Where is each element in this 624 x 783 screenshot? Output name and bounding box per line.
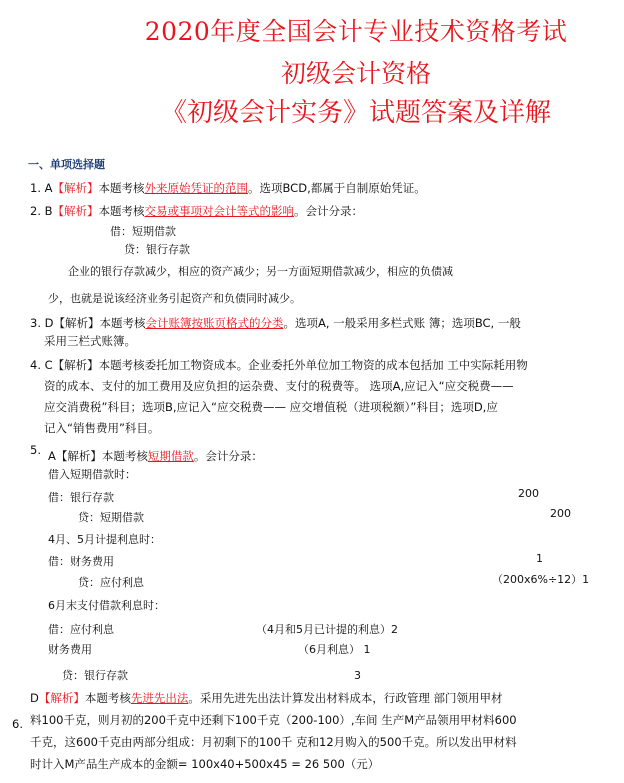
q6-topic: 先进先出法	[130, 691, 189, 705]
q2-explanation-line2: 少，也就是说该经济业务引起资产和负债同时减少。	[48, 292, 301, 305]
q1-rest: 。选项BCD,都属于自制原始凭证。	[248, 181, 426, 195]
q2-topic: 交易或事项对会计等式的影响	[144, 204, 295, 218]
q3-rest: 。选项A, 一般采用多栏式账 簿；选项BC, 一般	[283, 316, 521, 330]
q5-rest: 。会计分录：	[193, 449, 263, 463]
question-2	[30, 201, 363, 221]
q2-number-answer: 2. B	[30, 204, 53, 218]
q5-debit1-amount: 200	[518, 487, 539, 500]
question-5	[48, 446, 263, 466]
q5-debit1: 借：银行存款	[48, 491, 114, 504]
q5-topic: 短期借款	[147, 449, 194, 463]
q4-line1: 4. C【解析】本题考核委托加工物资成本。企业委托外单位加工物资的成本包括加 工中实际耗用物	[30, 358, 528, 372]
q5-debit2-amount: 1	[536, 552, 543, 565]
q5-heading-borrow: 借入短期借款时：	[48, 468, 136, 481]
q4-line3: 应交消费税”科目；选项B,应记入“应交税费—— 应交增值税（进项税额）”科目；选项D,应	[44, 400, 498, 414]
q2-lead: 本题考核	[98, 204, 145, 218]
question-3	[30, 313, 521, 333]
q5-credit1: 贷：短期借款	[78, 511, 144, 524]
q5-heading-accrue: 4月、5月计提利息时：	[48, 533, 161, 546]
q5-credit3-amount: 3	[354, 669, 361, 682]
question-1	[30, 178, 426, 198]
q5-credit1-amount: 200	[550, 507, 571, 520]
q5-credit3: 贷：银行存款	[62, 669, 128, 682]
q2-rest: 。会计分录：	[294, 204, 364, 218]
q6-line2: 料100千克，则月初的200千克中还剩下100千克（200-100）,车间 生产M产品领用甲材料600	[30, 713, 517, 727]
q6-rest: 。采用先进先出法计算发出材料成本，行政管理 部门领用甲材	[188, 691, 503, 705]
q2-credit-entry: 贷：银行存款	[124, 243, 190, 256]
q5-debit4-amount: （6月利息） 1	[298, 643, 371, 656]
q6-answer: D	[30, 691, 39, 705]
q5-heading-pay: 6月末支付借款利息时：	[48, 599, 165, 612]
document-title-line3: 《初级会计实务》试题答案及详解	[160, 98, 551, 128]
q5-analysis-tag: 【解析】	[55, 449, 102, 463]
q3-line2: 采用三栏式账簿。	[44, 334, 136, 348]
q2-debit-entry: 借：短期借款	[110, 225, 176, 238]
q1-topic: 外来原始凭证的范围	[144, 181, 248, 195]
document-title-line2: 初级会计资格	[280, 59, 431, 88]
q5-lead: 本题考核	[101, 449, 148, 463]
q4-line4: 记入“销售费用”科目。	[44, 421, 160, 435]
q5-debit3-amount: （4月和5月已计提的利息）2	[256, 623, 398, 636]
q3-number-answer: 3. D	[30, 316, 54, 330]
q5-debit3: 借：应付利息	[48, 623, 114, 636]
q6-line4: 时计入M产品生产成本的金额= 100x40+500x45 = 26 500（元）	[30, 757, 380, 771]
q6-lead: 本题考核	[84, 691, 131, 705]
q6-analysis-tag: 【解析】	[38, 691, 85, 705]
q4-line2: 资的成本、支付的加工费用及应负担的运杂费、支付的税费等。 选项A,应记入“应交税费——	[44, 379, 514, 393]
q3-analysis-tag: 【解析】	[53, 316, 100, 330]
q5-credit2-amount: （200x6%÷12）1	[492, 573, 590, 586]
q6-number: 6.	[12, 717, 23, 731]
q2-explanation-line1: 企业的银行存款减少，相应的资产减少；另一方面短期借款减少，相应的负债减	[68, 265, 453, 278]
q5-credit2: 贷：应付利息	[78, 576, 144, 589]
q1-lead: 本题考核	[98, 181, 145, 195]
section-heading: 一、单项选择题	[28, 158, 105, 171]
q5-debit4: 财务费用	[48, 643, 92, 656]
q1-analysis-tag: 【解析】	[52, 181, 99, 195]
q5-number: 5.	[30, 443, 41, 457]
question-6	[30, 688, 503, 708]
q3-topic: 会计账簿按账页格式的分类	[145, 316, 284, 330]
q2-analysis-tag: 【解析】	[52, 204, 99, 218]
q5-debit2: 借：财务费用	[48, 555, 114, 568]
q3-lead: 本题考核	[99, 316, 146, 330]
q5-answer: A	[48, 449, 56, 463]
q1-number-answer: 1. A	[30, 181, 53, 195]
document-title-line1: 2020年度全国会计专业技术资格考试	[144, 17, 568, 46]
q6-line3: 千克，这600千克由两部分组成：月初剩下的100千 克和12月购入的500千克。所以发出甲材料	[30, 735, 517, 749]
